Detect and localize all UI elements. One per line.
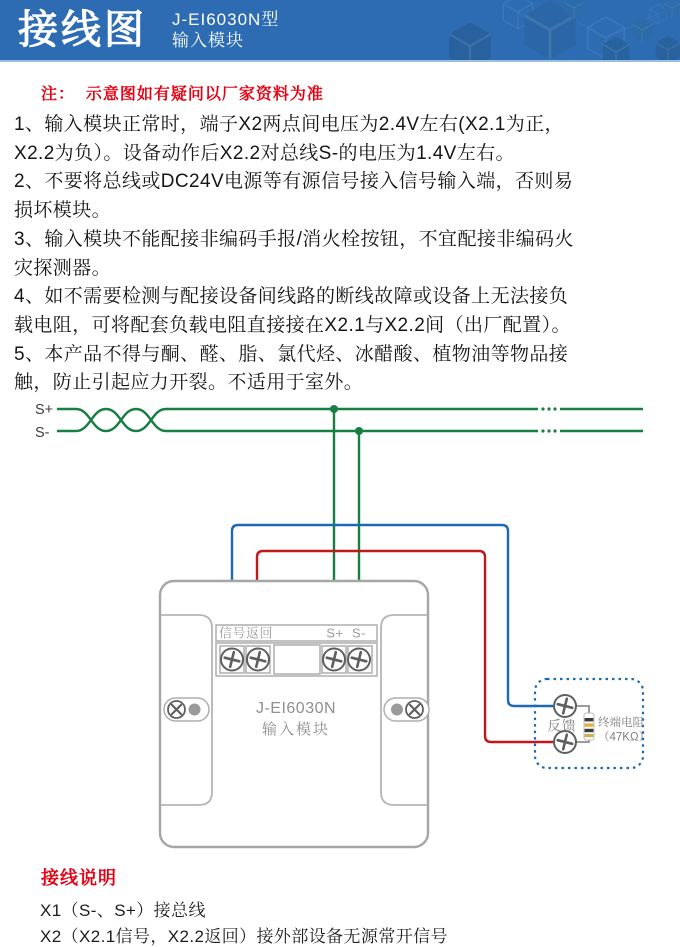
- bus-continuation-dots: [541, 407, 556, 432]
- instruction-line: 4、如不需要检测与配接设备间线路的断线故障或设备上无法接负: [14, 286, 569, 308]
- instruction-line: 触，防止引起应力开裂。不适用于室外。: [14, 372, 364, 394]
- terminal-splus-label: S+: [326, 625, 344, 641]
- feedback-label: 反馈: [547, 718, 577, 734]
- instruction-line: 损坏模块。: [14, 200, 112, 222]
- page-title: 接线图: [18, 8, 147, 52]
- model-number: J-EI6030N型: [172, 10, 280, 29]
- instruction-line: X2.2为负）。设备动作后X2.2对总线S-的电压为1.4V左右。: [14, 142, 515, 164]
- wiring-note-x1: X1（S-、S+）接总线: [40, 901, 206, 920]
- instruction-line: 3、输入模块不能配接非编码手报/消火栓按钮，不宜配接非编码火: [14, 228, 574, 250]
- input-module: [160, 581, 429, 847]
- bus-twisted-pair: [57, 405, 643, 435]
- bus-splus-label: S+: [35, 402, 54, 418]
- instruction-line: 载电阻，可将配套负载电阻直接接在X2.1与X2.2间（出厂配置）。: [14, 314, 571, 336]
- instruction-line: 5、本产品不得与酮、醛、脂、氯代烃、冰醋酸、植物油等物品接: [14, 343, 569, 365]
- mounting-dot-icon: [189, 704, 201, 716]
- mounting-hole-right: [384, 698, 429, 721]
- module-type: 输入模块: [172, 31, 244, 50]
- mounting-dot-icon: [391, 704, 403, 716]
- module-type-text: 输入模块: [261, 721, 331, 738]
- wiring-diagram: [0, 395, 680, 855]
- instruction-line: 灾探测器。: [14, 257, 112, 279]
- module-model-text: J-EI6030N: [255, 700, 337, 717]
- terminal-resistor-value: （47KΩ）: [598, 731, 651, 744]
- instruction-line: 1、输入模块正常时，端子X2两点间电压为2.4V左右(X2.1为正，: [14, 114, 564, 135]
- wiring-note-x2: X2（X2.1信号，X2.2返回）接外部设备无源常开信号: [40, 927, 448, 946]
- terminal-blank-window: [274, 645, 320, 674]
- terminal-sminus-label: S-: [352, 625, 366, 641]
- terminal-resistor-icon: [584, 713, 594, 740]
- instruction-list: [14, 111, 674, 398]
- disclaimer-note: 注： 示意图如有疑问以厂家资料为准: [41, 86, 324, 103]
- page-header: [0, 0, 680, 62]
- terminal-resistor-name: 终端电阻: [598, 717, 644, 729]
- mounting-hole-left: [164, 698, 209, 721]
- bus-sminus-label: S-: [35, 425, 50, 441]
- decorative-cubes: [410, 0, 680, 60]
- page-subtitle: [172, 9, 279, 51]
- instruction-line: 2、不要将总线或DC24V电源等有源信号接入信号输入端，否则易: [14, 171, 574, 193]
- terminal-group-label: 信号返回: [219, 625, 274, 641]
- wiring-notes-title: 接线说明: [41, 868, 117, 888]
